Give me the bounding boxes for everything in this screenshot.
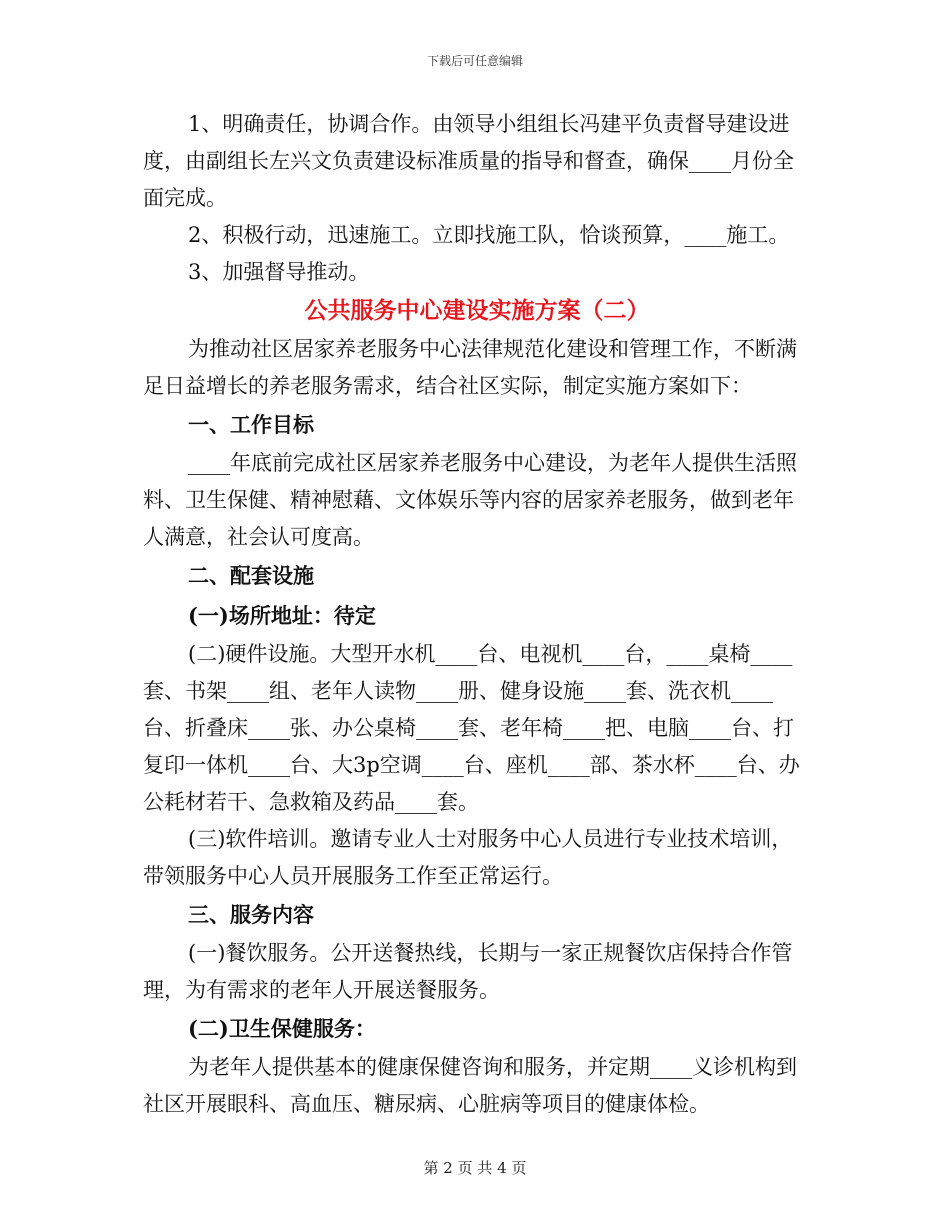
service-catering: (一)餐饮服务。公开送餐热线，长期与一家正规餐饮店保持合作管理，为有需求的老年人开展送餐服务。 — [143, 941, 793, 1002]
paragraph-item-1: 1、明确责任，协调合作。由领导小组组长冯建平负责督导建设进度，由副组长左兴文负责建设标准质量的指导和督查，确保____月份全面完成。 — [143, 112, 794, 210]
paragraph-item-3: 3、加强督导推动。 — [188, 260, 370, 284]
facility-hardware: (二)硬件设施。大型开水机____台、电视机____台，____桌椅____套、书架____组、老年人读物____册、健身设施____套、洗衣机____台、折叠床____张、办公桌椅____套、老年椅____把、电脑____台、打复印一体机____台、大3p空调____台、座机____部、茶水杯____台、办公耗材若干、急救箱及药品____套。 — [143, 642, 800, 814]
page-footer: 第 2 页 共 4 页 — [423, 1159, 527, 1177]
intro-paragraph: 为推动社区居家养老服务中心法律规范化建设和管理工作，不断满足日益增长的养老服务需求，结合社区实际，制定实施方案如下： — [143, 337, 797, 398]
heading-facilities: 二、配套设施 — [188, 563, 314, 588]
heading-services: 三、服务内容 — [188, 902, 314, 927]
service-health-heading: (二)卫生保健服务： — [188, 1016, 376, 1041]
facility-training: (三)软件培训。邀请专业人士对服务中心人员进行专业技术培训，带领服务中心人员开展服务工作至正常运行。 — [143, 827, 793, 888]
paragraph-item-2: 2、积极行动，迅速施工。立即找施工队，恰谈预算，____施工。 — [188, 223, 790, 247]
heading-work-goal: 一、工作目标 — [188, 412, 314, 437]
work-goal-body: ____年底前完成社区居家养老服务中心建设，为老年人提供生活照料、卫生保健、精神慰藉、文体娱乐等内容的居家养老服务，做到老年人满意，社会认可度高。 — [143, 451, 797, 549]
section-title: 公共服务中心建设实施方案（二） — [304, 297, 650, 324]
page-header: 下载后可任意编辑 — [426, 54, 523, 68]
facility-location: (一)场所地址：待定 — [188, 603, 376, 628]
service-health-body: 为老年人提供基本的健康保健咨询和服务，并定期____义诊机构到社区开展眼科、高血压、糖尿病、心脏病等项目的健康体检。 — [143, 1055, 797, 1116]
document-body — [143, 106, 811, 1123]
